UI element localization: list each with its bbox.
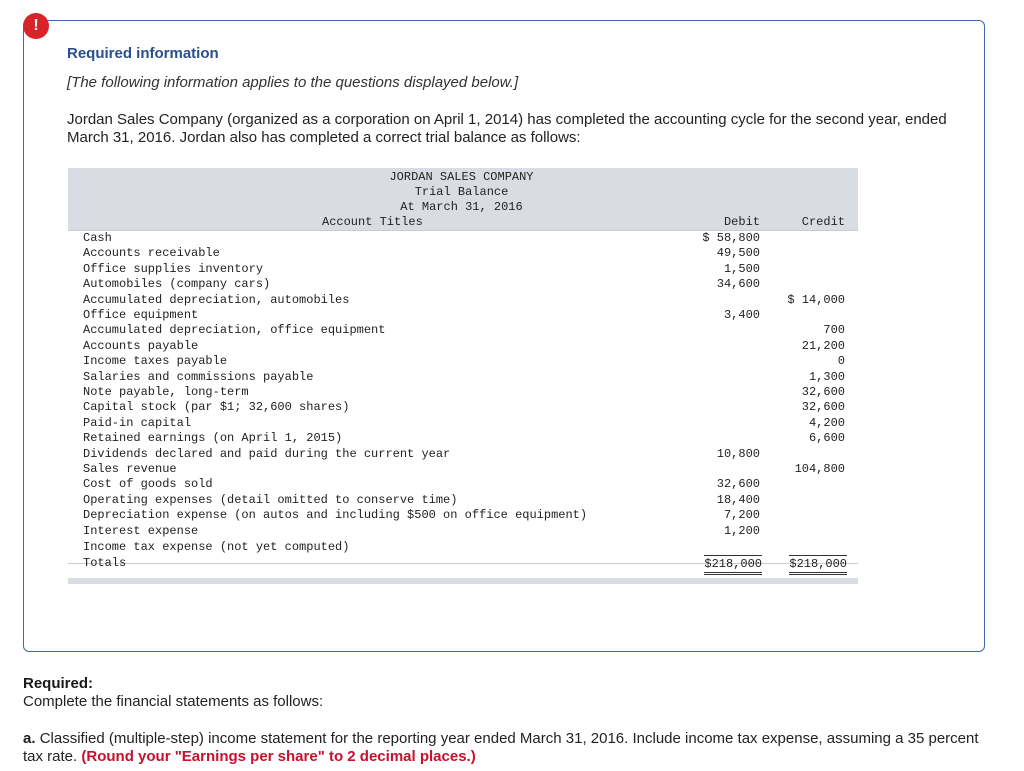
account-title: Accounts receivable: [83, 246, 220, 261]
credit-amount: 21,200: [801, 338, 845, 353]
column-header-credit: Credit: [801, 215, 845, 229]
account-title: Interest expense: [83, 523, 199, 538]
part-a-letter: a.: [23, 730, 36, 747]
account-title: Income taxes payable: [83, 354, 228, 369]
table-row: [68, 400, 858, 415]
debit-amount: 1,500: [723, 261, 760, 276]
debit-amount: 10,800: [716, 446, 760, 461]
credit-amount: 104,800: [794, 462, 845, 476]
company-name: JORDAN SALES COMPANY: [389, 170, 534, 184]
totals-label: Totals: [83, 556, 127, 570]
table-footer-bar: [68, 578, 858, 584]
debit-amount: 34,600: [716, 277, 760, 292]
account-title: Operating expenses (detail omitted to conserve time): [83, 492, 458, 507]
debit-amount: $ 58,800: [702, 231, 760, 245]
required-information-title: Required information: [67, 45, 219, 62]
total-debit: $218,000: [704, 555, 762, 575]
debit-amount: 3,400: [723, 308, 760, 322]
table-row: [68, 323, 858, 338]
table-row: [68, 385, 858, 400]
table-row: [68, 524, 858, 539]
account-title: Sales revenue: [83, 462, 177, 476]
account-title: Automobiles (company cars): [83, 277, 271, 292]
account-title: Income tax expense (not yet computed): [83, 540, 350, 554]
table-row: [68, 246, 858, 261]
debit-amount: 49,500: [716, 246, 760, 261]
table-row: [68, 308, 858, 323]
intro-paragraph: Jordan Sales Company (organized as a corporation on April 1, 2014) has completed the accounting cycle for the second year, ended March 31, 2016. Jordan also has completed a correct trial balance as follows:: [67, 111, 947, 146]
credit-amount: 32,600: [801, 400, 845, 415]
table-row: [68, 293, 858, 308]
credit-amount: 4,200: [808, 415, 845, 430]
credit-amount: 32,600: [801, 385, 845, 399]
credit-amount: 1,300: [808, 369, 845, 384]
debit-amount: 7,200: [723, 508, 760, 523]
part-a-instruction: [23, 730, 998, 766]
table-row: [68, 339, 858, 354]
account-title: Retained earnings (on April 1, 2015): [83, 431, 343, 446]
account-title: Accounts payable: [83, 338, 199, 353]
trial-balance-table: [68, 168, 858, 585]
table-row: [68, 540, 858, 555]
debit-amount: 1,200: [723, 523, 760, 538]
account-title: Accumulated depreciation, office equipment: [83, 323, 386, 338]
table-row: [68, 447, 858, 462]
table-row: [68, 416, 858, 431]
credit-amount: $ 14,000: [787, 292, 845, 307]
credit-amount: 0: [837, 354, 845, 369]
table-row: [68, 477, 858, 492]
statement-date: At March 31, 2016: [400, 200, 523, 214]
account-title: Dividends declared and paid during the current year: [83, 446, 451, 461]
account-title: Salaries and commissions payable: [83, 369, 314, 384]
table-row: [68, 431, 858, 446]
table-row: [68, 354, 858, 369]
required-label: Required:: [23, 675, 94, 692]
account-title: Paid-in capital: [83, 415, 192, 430]
exclamation-icon: !: [23, 13, 49, 39]
table-row: [68, 508, 858, 523]
credit-amount: 6,600: [808, 431, 845, 446]
account-title: Cash: [83, 231, 112, 245]
account-title: Capital stock (par $1; 32,600 shares): [83, 400, 350, 415]
table-row: [68, 493, 858, 508]
table-row: [68, 462, 858, 477]
account-title: Accumulated depreciation, automobiles: [83, 292, 350, 307]
table-row: [68, 262, 858, 277]
preamble-text: [The following information applies to the questions displayed below.]: [67, 74, 519, 91]
account-title: Office supplies inventory: [83, 261, 264, 276]
account-title: Note payable, long-term: [83, 385, 249, 399]
table-row: [68, 231, 858, 246]
account-title: Depreciation expense (on autos and including $500 on office equipment): [83, 508, 588, 523]
part-a-text: Classified (multiple-step) income statement for the reporting year ended March 31, 2016. Include income tax expense, assuming a 35 percent tax rate.: [23, 730, 979, 765]
account-title: Cost of goods sold: [83, 477, 213, 492]
table-row: [68, 370, 858, 385]
credit-amount: 700: [823, 323, 845, 338]
account-title: Office equipment: [83, 308, 199, 322]
debit-amount: 18,400: [716, 492, 760, 507]
required-text: Complete the financial statements as follows:: [23, 693, 324, 710]
statement-title: Trial Balance: [414, 185, 509, 199]
debit-amount: 32,600: [716, 477, 760, 492]
column-header-account: Account Titles: [322, 215, 423, 229]
total-credit: $218,000: [789, 555, 847, 575]
part-a-rounding-note: (Round your "Earnings per share" to 2 decimal places.): [81, 748, 476, 765]
table-row: [68, 277, 858, 292]
column-header-debit: Debit: [723, 215, 760, 229]
